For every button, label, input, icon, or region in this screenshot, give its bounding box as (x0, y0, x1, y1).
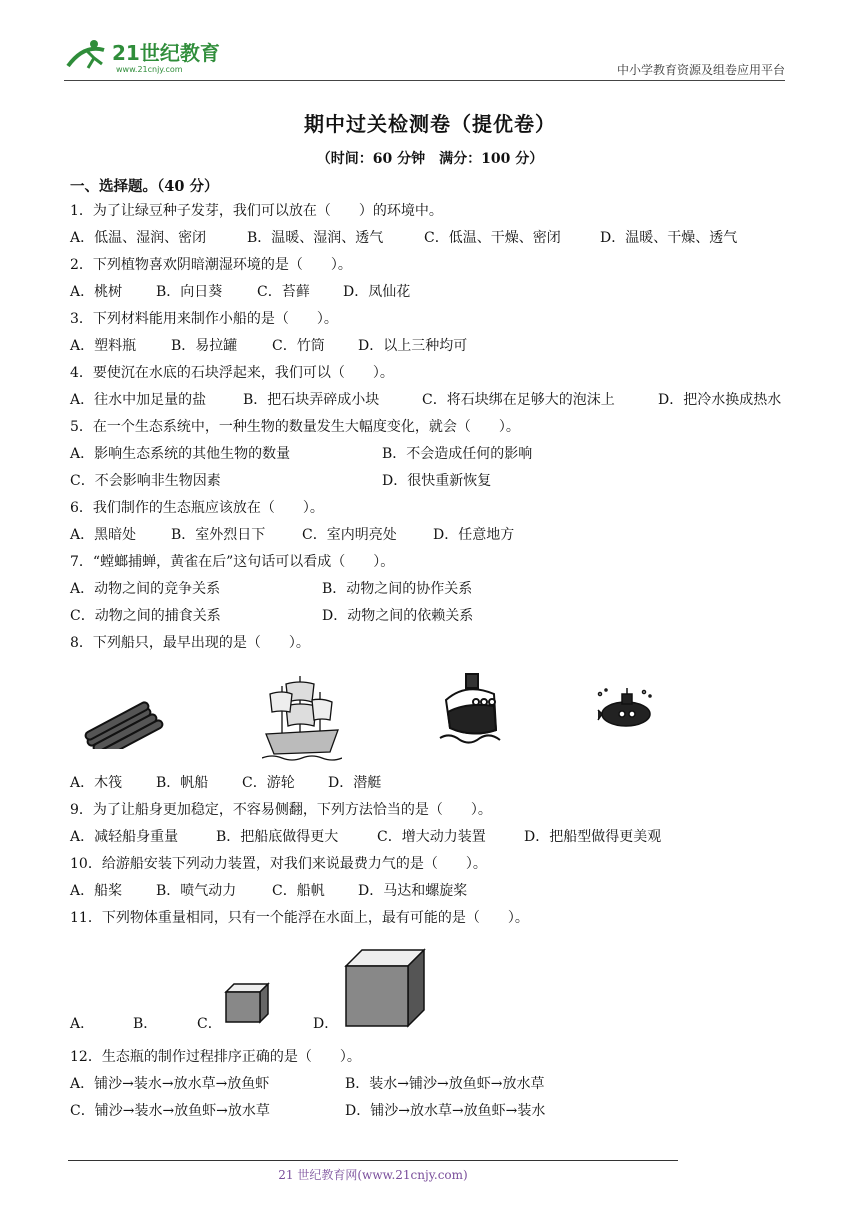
q4-option-b: B．把石块弄碎成小块 (243, 392, 380, 408)
q10-option-c: C．船帆 (272, 883, 325, 899)
question-2: 2．下列植物喜欢阴暗潮湿环境的是（ ）。 (70, 257, 352, 273)
q6-option-d: D．任意地方 (433, 527, 515, 543)
question-10: 10．给游船安装下列动力装置，对我们来说最费力气的是（ ）。 (70, 856, 487, 872)
q3-option-b: B．易拉罐 (171, 338, 238, 354)
large-cube-image (344, 948, 426, 1028)
q7-option-c: C．动物之间的捕食关系 (70, 608, 221, 624)
q3-option-c: C．竹筒 (272, 338, 325, 354)
q3-option-d: D．以上三种均可 (358, 338, 468, 354)
q9-option-b: B．把船底做得更大 (216, 829, 339, 845)
q5-option-b: B．不会造成任何的影响 (382, 446, 533, 462)
q4-option-a: A．往水中加足量的盐 (70, 392, 207, 408)
q7-option-a: A．动物之间的竞争关系 (70, 581, 221, 597)
q9-option-c: C．增大动力装置 (377, 829, 486, 845)
footer-divider (68, 1160, 678, 1161)
q7-option-d: D．动物之间的依赖关系 (322, 608, 474, 624)
q12-option-d: D．铺沙→放水草→放鱼虾→装水 (345, 1103, 546, 1119)
q1-option-d: D．温暖、干燥、透气 (600, 230, 738, 246)
question-4: 4．要使沉在水底的石块浮起来，我们可以（ ）。 (70, 365, 394, 381)
q12-option-c: C．铺沙→装水→放鱼虾→放水草 (70, 1103, 270, 1119)
logo (64, 36, 234, 76)
question-7: 7．“螳螂捕蝉，黄雀在后”这句话可以看成（ ）。 (70, 554, 395, 570)
q8-option-d: D．潜艇 (328, 775, 382, 791)
q11-option-d: D． (313, 1016, 339, 1032)
q10-option-b: B．喷气动力 (156, 883, 237, 899)
header-platform-text: 中小学教育资源及组卷应用平台 (616, 63, 785, 77)
q11-option-b: B． (133, 1016, 158, 1032)
raft-image (82, 693, 166, 749)
q5-option-a: A．影响生态系统的其他生物的数量 (70, 446, 291, 462)
q1-option-c: C．低温、干燥、密闭 (424, 230, 561, 246)
q8-option-a: A．木筏 (70, 775, 123, 791)
page-subtitle: （时间：60 分钟 满分：100 分） (316, 151, 544, 167)
q11-option-a: A． (70, 1016, 95, 1032)
footer-text: 21 世纪教育网(www.21cnjy.com) (278, 1168, 468, 1182)
q5-option-c: C．不会影响非生物因素 (70, 473, 221, 489)
logo-url: www.21cnjy.com (116, 65, 183, 74)
cruise-ship-image (436, 672, 504, 748)
q2-option-c: C．苔藓 (257, 284, 310, 300)
q1-option-a: A．低温、湿润、密闭 (70, 230, 207, 246)
q10-option-a: A．船桨 (70, 883, 123, 899)
q10-option-d: D．马达和螺旋桨 (358, 883, 468, 899)
q12-option-b: B．装水→铺沙→放鱼虾→放水草 (345, 1076, 545, 1092)
q8-option-c: C．游轮 (242, 775, 295, 791)
q8-option-b: B．帆船 (156, 775, 209, 791)
question-12: 12．生态瓶的制作过程排序正确的是（ ）。 (70, 1049, 361, 1065)
q5-option-d: D．很快重新恢复 (382, 473, 492, 489)
question-8: 8．下列船只，最早出现的是（ ）。 (70, 635, 310, 651)
q2-option-a: A．桃树 (70, 284, 123, 300)
question-5: 5．在一个生态系统中，一种生物的数量发生大幅度变化，就会（ ）。 (70, 419, 520, 435)
q6-option-c: C．室内明亮处 (302, 527, 397, 543)
small-cube-image (224, 982, 270, 1024)
q3-option-a: A．塑料瓶 (70, 338, 137, 354)
section-heading: 一、选择题。（40 分） (70, 178, 219, 195)
q4-option-d: D．把冷水换成热水 (658, 392, 782, 408)
q4-option-c: C．将石块绑在足够大的泡沫上 (422, 392, 615, 408)
question-11: 11．下列物体重量相同，只有一个能浮在水面上，最有可能的是（ ）。 (70, 910, 529, 926)
q1-option-b: B．温暖、湿润、透气 (247, 230, 384, 246)
question-9: 9．为了让船身更加稳定，不容易侧翻，下列方法恰当的是（ ）。 (70, 802, 492, 818)
q12-option-a: A．铺沙→装水→放水草→放鱼虾 (70, 1076, 270, 1092)
question-3: 3．下列材料能用来制作小船的是（ ）。 (70, 311, 338, 327)
q9-option-a: A．减轻船身重量 (70, 829, 179, 845)
logo-text: 21世纪教育 (112, 41, 220, 65)
question-6: 6．我们制作的生态瓶应该放在（ ）。 (70, 500, 324, 516)
q9-option-d: D．把船型做得更美观 (524, 829, 662, 845)
q6-option-b: B．室外烈日下 (171, 527, 266, 543)
q6-option-a: A．黑暗处 (70, 527, 137, 543)
question-1: 1．为了让绿豆种子发芽，我们可以放在（ ）的环境中。 (70, 203, 443, 219)
q2-option-b: B．向日葵 (156, 284, 223, 300)
sailboat-image (262, 672, 342, 764)
header-divider (64, 80, 785, 81)
q7-option-b: B．动物之间的协作关系 (322, 581, 473, 597)
q2-option-d: D．凤仙花 (343, 284, 411, 300)
q11-option-c: C． (197, 1016, 222, 1032)
submarine-image (592, 686, 656, 734)
page-title: 期中过关检测卷（提优卷） (304, 112, 556, 136)
